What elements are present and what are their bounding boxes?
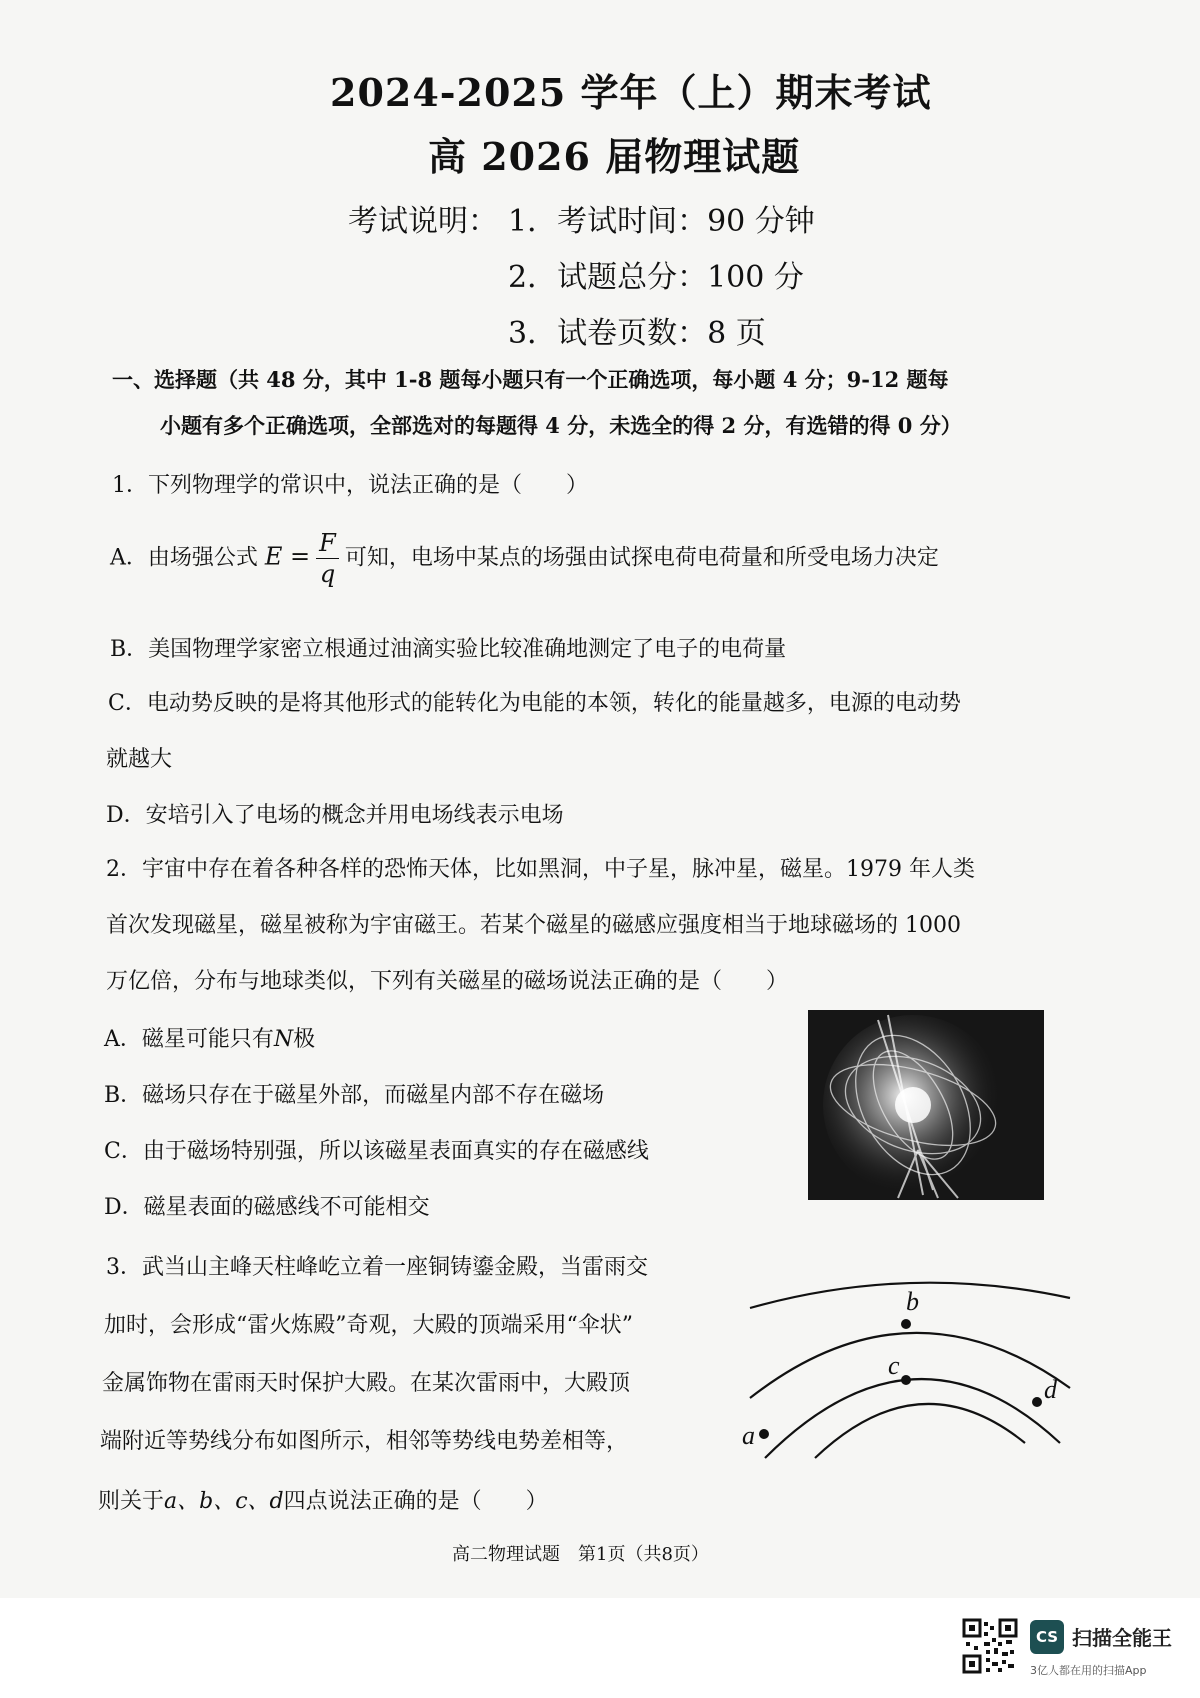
- point-d-marker: [1032, 1397, 1042, 1407]
- question-3-stem-cont: 金属饰物在雷雨天时保护大殿。在某次雷雨中，大殿顶: [102, 1371, 631, 1396]
- point-a-marker: [759, 1429, 769, 1439]
- question-3-stem-cont: 端附近等势线分布如图所示，相邻等势线电势差相等，: [100, 1429, 629, 1454]
- question-1-option-c: C．电动势反映的是将其他形式的能转化为电能的本领，转化的能量越多，电源的电动势: [108, 691, 961, 716]
- question-1-option-c-cont: 就越大: [106, 747, 173, 772]
- formula-denominator: q: [319, 560, 336, 588]
- question-3-stem-cont: 加时，会形成“雷火炼殿”奇观，大殿的顶端采用“伞状”: [104, 1313, 633, 1338]
- equipotential-line-inner: [815, 1404, 1025, 1458]
- question-1-stem: 1．下列物理学的常识中，说法正确的是（ ）: [112, 473, 588, 498]
- point-b-label: b: [906, 1287, 919, 1316]
- point-c-label: c: [888, 1351, 900, 1380]
- point-d-label: d: [1044, 1375, 1057, 1404]
- stem-text: 则关于: [98, 1489, 165, 1514]
- exam-subtitle: 高 2026 届物理试题: [428, 134, 801, 179]
- equipotential-diagram: [740, 1268, 1080, 1468]
- question-2-option-c: C．由于磁场特别强，所以该磁星表面真实的存在磁感线: [104, 1139, 649, 1164]
- equipotential-line-3: [765, 1379, 1060, 1458]
- question-3-stem-cont: [98, 1484, 548, 1515]
- option-text: 极: [293, 1027, 316, 1052]
- option-text: A．磁星可能只有: [104, 1027, 274, 1052]
- magnetar-illustration: [808, 1010, 1044, 1200]
- page-footer: 高二物理试题 第1页（共8页）: [452, 1544, 709, 1565]
- question-1-option-a: [110, 528, 939, 589]
- brand-name: 扫描全能王: [1072, 1626, 1172, 1650]
- option-text: 由场强公式: [147, 545, 258, 571]
- point-c-marker: [901, 1375, 911, 1385]
- instructions-label: 考试说明：: [348, 204, 498, 239]
- section-heading: 小题有多个正确选项，全部选对的每题得 4 分，未选全的得 2 分，有选错的得 0 分）: [160, 413, 962, 438]
- question-2-option-a: [104, 1022, 315, 1053]
- question-1-option-b: B．美国物理学家密立根通过油滴实验比较准确地测定了电子的电荷量: [110, 637, 787, 662]
- instruction-item: 1．考试时间：90 分钟: [508, 204, 815, 239]
- equipotential-line-2: [750, 1333, 1070, 1398]
- point-variables: a、b、c、d: [164, 1489, 284, 1514]
- brand-tagline: 3亿人都在用的扫描App: [1030, 1664, 1147, 1677]
- option-text: 可知，电场中某点的场强由试探电荷电荷量和所受电场力决定: [344, 545, 939, 571]
- section-heading: 一、选择题（共 48 分，其中 1-8 题每小题只有一个正确选项，每小题 4 分；9-12 题每: [112, 367, 949, 392]
- pole-variable: N: [273, 1027, 294, 1052]
- camscanner-logo-icon: CS: [1030, 1620, 1064, 1654]
- formula-lhs: E =: [264, 542, 311, 571]
- formula-fraction: [316, 528, 339, 589]
- question-2-stem: 2．宇宙中存在着各种各样的恐怖天体，比如黑洞，中子星，脉冲星，磁星。1979 年人类: [106, 857, 975, 882]
- question-2-stem-cont: 首次发现磁星，磁星被称为宇宙磁王。若某个磁星的磁感应强度相当于地球磁场的 1000: [106, 913, 961, 938]
- question-3-stem: 3．武当山主峰天柱峰屹立着一座铜铸鎏金殿，当雷雨交: [106, 1255, 648, 1280]
- qr-code-icon: [962, 1618, 1018, 1674]
- stem-text: 四点说法正确的是（ ）: [283, 1489, 548, 1514]
- instruction-item: 2．试题总分：100 分: [508, 260, 804, 295]
- formula-numerator: F: [316, 528, 339, 559]
- question-2-option-b: B．磁场只存在于磁星外部，而磁星内部不存在磁场: [104, 1083, 605, 1108]
- question-1-option-d: D．安培引入了电场的概念并用电场线表示电场: [106, 803, 564, 828]
- point-a-label: a: [742, 1421, 755, 1450]
- question-2-option-d: D．磁星表面的磁感线不可能相交: [104, 1195, 430, 1220]
- magnetar-image: [808, 1010, 1044, 1200]
- instruction-item: 3．试卷页数：8 页: [508, 316, 766, 351]
- scanner-brand: [1030, 1618, 1200, 1678]
- option-label: A．: [110, 545, 148, 571]
- point-b-marker: [901, 1319, 911, 1329]
- exam-title: 2024-2025 学年（上）期末考试: [330, 70, 932, 115]
- question-2-stem-cont: 万亿倍，分布与地球类似，下列有关磁星的磁场说法正确的是（ ）: [106, 969, 789, 994]
